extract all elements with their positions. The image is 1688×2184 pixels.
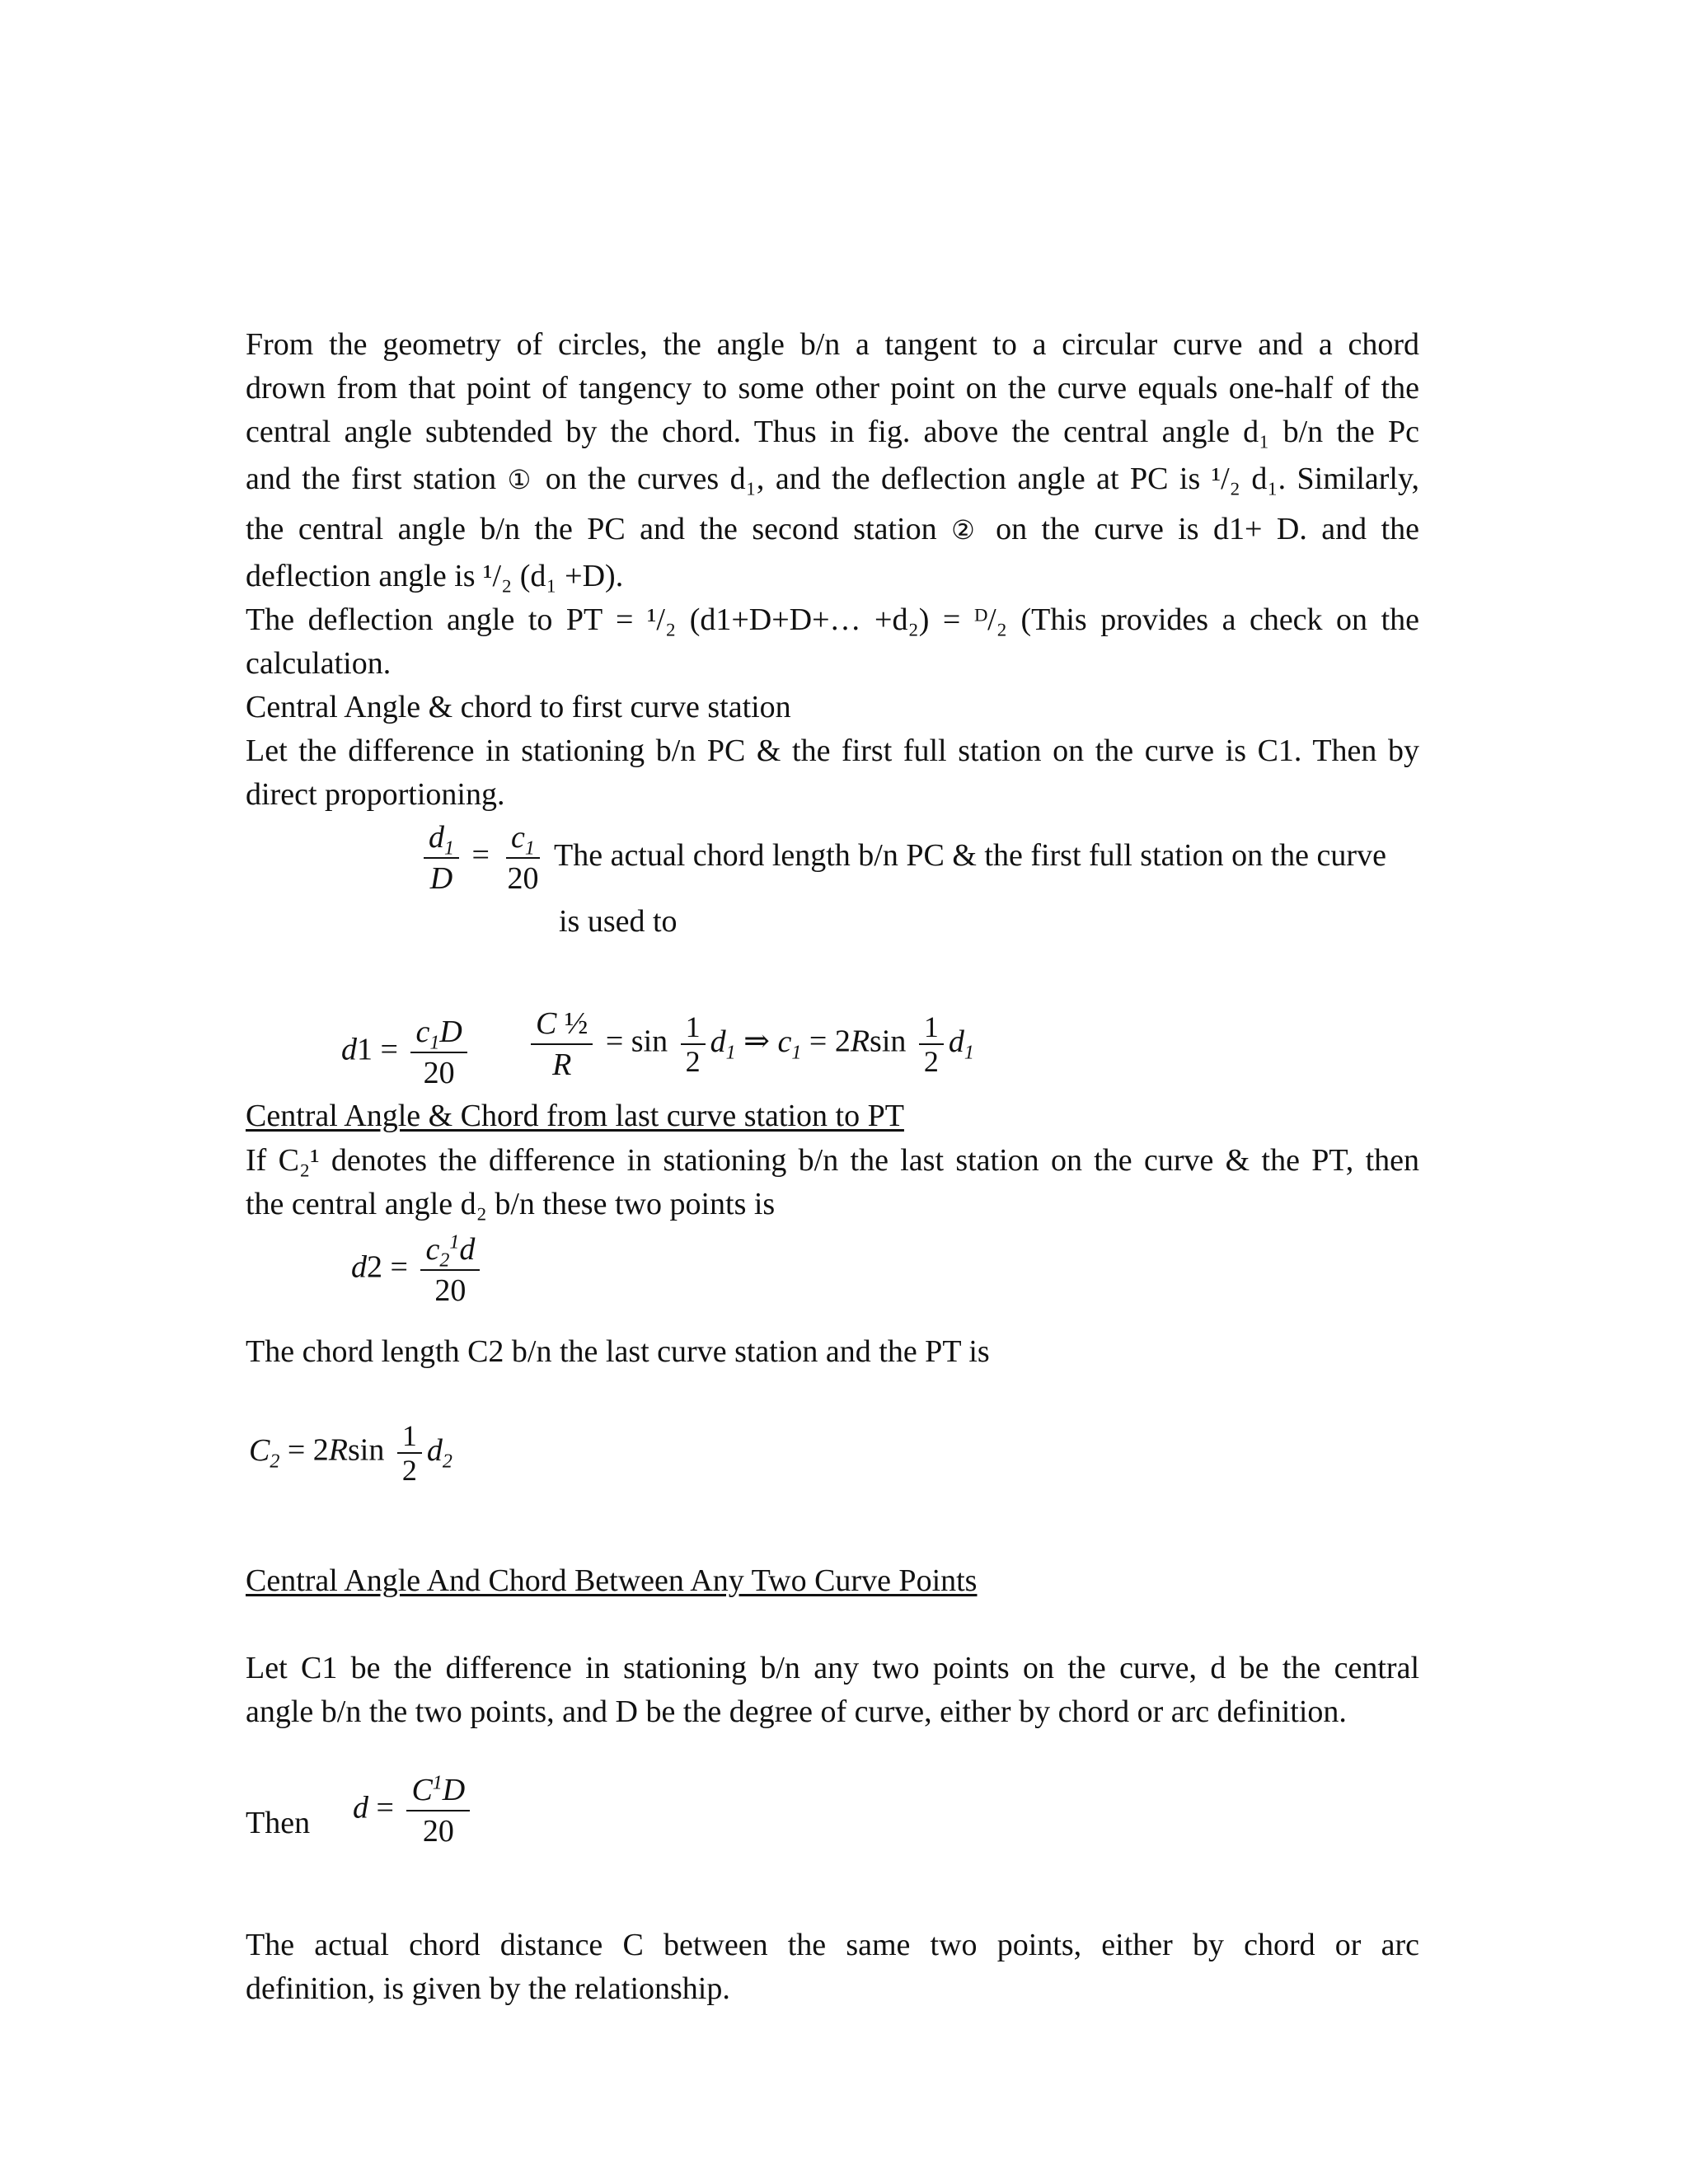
equals-sign: =: [605, 1024, 624, 1059]
section-heading-underlined: [246, 1559, 977, 1603]
text-line: is used to: [559, 904, 678, 939]
numerator: $c_1D$: [410, 1012, 467, 1053]
paragraph-geometry: [246, 323, 1419, 817]
text-line: calculation.: [246, 646, 392, 681]
text-line: The actual chord distance C between the same two points, either by chord or arc: [246, 1928, 1419, 1962]
paragraph-chord-distance: [246, 1924, 1419, 2011]
text-fragment: and the first station: [246, 462, 497, 496]
fraction: [424, 818, 459, 898]
numerator: 1: [681, 1010, 706, 1045]
variable: $c_1$: [777, 1024, 802, 1064]
text-line: direct proportioning.: [246, 777, 505, 812]
equals-sign: =: [809, 1024, 828, 1059]
equation-proportion: [419, 818, 548, 898]
numerator: 1: [397, 1419, 422, 1454]
denominator: 2: [401, 1454, 417, 1487]
fraction: [531, 1004, 593, 1085]
fraction: [406, 1770, 470, 1851]
denominator: R: [552, 1047, 572, 1082]
section-heading: Central Angle & Chord from last curve station to PT: [246, 1099, 904, 1133]
denominator: 20: [507, 861, 539, 896]
text-line: central angle subtended by the chord. Thus in fig. above the central angle d₁ b/n the Pc: [246, 415, 1419, 449]
sin-function: sin: [631, 1024, 668, 1059]
text-fragment: on the curve is d1+ D. and the: [996, 512, 1420, 546]
paragraph-last-station: [246, 1139, 1419, 1226]
variable: d: [351, 1249, 367, 1285]
text-line: definition, is given by the relationship.: [246, 1971, 730, 2006]
denominator: D: [429, 861, 453, 896]
variable: $d_2$: [426, 1432, 452, 1473]
equation-d: [353, 1770, 475, 1851]
variable: d: [353, 1790, 368, 1825]
coefficient: 2Rsin: [312, 1432, 385, 1468]
equals-sign: =: [471, 837, 490, 873]
text-line: [246, 504, 1419, 555]
section-heading: Central Angle And Chord Between Any Two Curve Points: [246, 1563, 978, 1598]
numerator: $C^1D$: [406, 1770, 470, 1811]
variable: $C_2$: [249, 1432, 280, 1473]
equals-sign: =: [287, 1432, 306, 1468]
equation-d2: [351, 1230, 485, 1310]
variable: $d_1$: [710, 1024, 736, 1064]
coefficient: 2Rsin: [834, 1024, 907, 1059]
text-line: The chord length C2 b/n the last curve station and the PT is: [246, 1334, 990, 1369]
equation-c2: [249, 1419, 452, 1487]
denominator: 2: [923, 1045, 939, 1078]
fraction: [410, 1012, 467, 1093]
text-line: the central angle d₂ b/n these two points is: [246, 1187, 776, 1221]
text-fragment: on the curves d₁, and the deflection angle at PC is ¹/₂ d₁. Similarly,: [545, 462, 1420, 496]
text-fragment: the central angle b/n the PC and the second station: [246, 512, 937, 546]
variable: $d_1$: [948, 1024, 974, 1064]
fraction: [502, 818, 543, 898]
variable-d1: d: [341, 1032, 357, 1067]
text-line: angle b/n the two points, and D be the degree of curve, either by chord or arc definition.: [246, 1694, 1347, 1729]
station-one-symbol: ①: [507, 464, 535, 495]
text-line: drown from that point of tangency to some other point on the curve equals one-half of the: [246, 371, 1419, 405]
equation-d1: [341, 1012, 472, 1093]
numerator: $c_1$: [506, 818, 540, 859]
fraction: [420, 1230, 480, 1310]
equals-sign: =: [376, 1790, 394, 1825]
denominator: 20: [434, 1273, 467, 1308]
denominator: 20: [423, 1056, 455, 1090]
numerator: $c_2^1d$: [420, 1230, 480, 1271]
equals-sign: =: [390, 1249, 408, 1285]
numerator: $d_1$: [424, 818, 459, 859]
station-two-symbol: ②: [951, 514, 982, 546]
text-line: Let the difference in stationing b/n PC & the first full station on the curve is C1. Then by: [246, 733, 1419, 768]
text-line: [246, 454, 1419, 504]
paragraph-two-points: [246, 1647, 1419, 1734]
fraction: [919, 1010, 944, 1078]
equation-chord-first: [526, 1004, 974, 1085]
fraction: [397, 1419, 422, 1487]
section-heading-underlined: [246, 1094, 904, 1138]
numerator: C ½: [531, 1004, 593, 1045]
then-label: Then: [246, 1806, 311, 1840]
numerator: 1: [919, 1010, 944, 1045]
text-line: deflection angle is ¹/₂ (d₁ +D).: [246, 559, 624, 593]
text-line: Let C1 be the difference in stationing b/n any two points on the curve, d be the central: [246, 1651, 1419, 1685]
implies-arrow: ⇒: [743, 1024, 770, 1059]
text-line: The deflection angle to PT = ¹/₂ (d1+D+D+… +d₂) = ᴰ/₂ (This provides a check on the: [246, 602, 1419, 637]
denominator: 2: [685, 1045, 701, 1078]
fraction: [681, 1010, 706, 1078]
text-line: The actual chord length b/n PC & the first full station on the curve: [554, 838, 1386, 873]
section-heading: Central Angle & chord to first curve station: [246, 690, 791, 724]
text-line: If C₂¹ denotes the difference in stationing b/n the last station on the curve & the PT, then: [246, 1143, 1419, 1178]
denominator: 20: [422, 1814, 454, 1849]
text-line: From the geometry of circles, the angle b/n a tangent to a circular curve and a chord: [246, 327, 1419, 362]
equals-sign: =: [380, 1032, 398, 1067]
digit: 2: [367, 1249, 382, 1285]
digit: 1: [357, 1032, 373, 1067]
